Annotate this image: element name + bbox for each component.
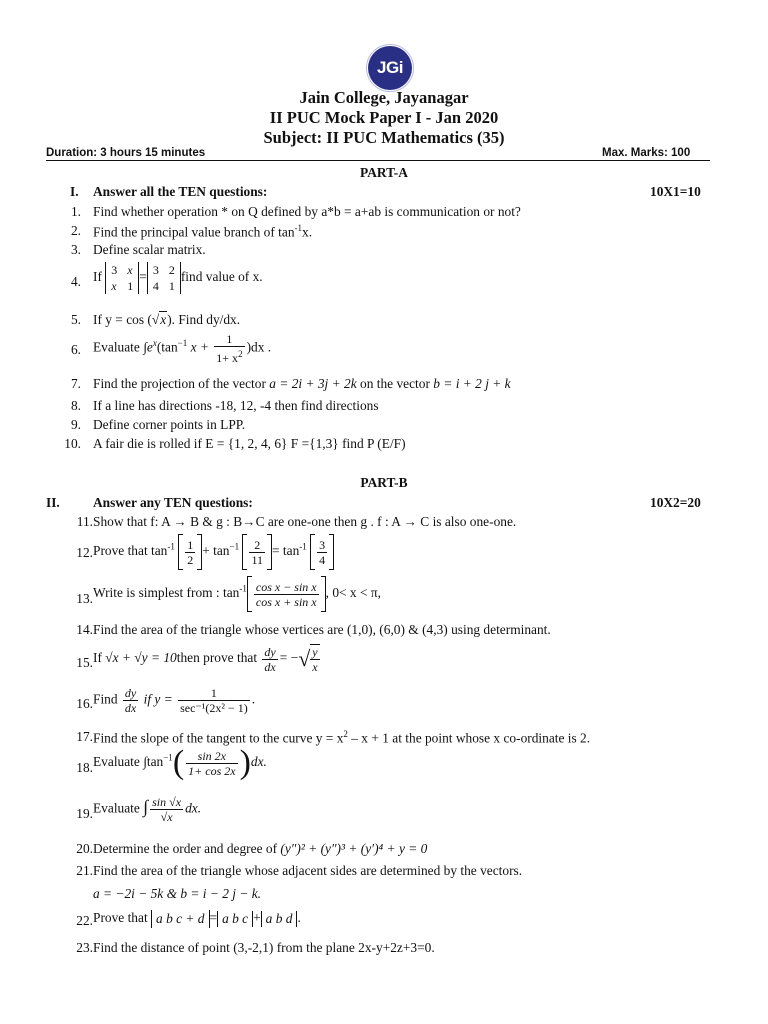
part-a-roman: I. [70, 184, 79, 199]
question-number: 13. [76, 591, 93, 606]
question-17 [93, 729, 590, 746]
question-text: A fair die is rolled if E = {1, 2, 4, 6} F ={1,3} find P (E/F) [93, 436, 406, 451]
question-tail: find value of x. [180, 269, 263, 285]
question-text: If y = cos ( [93, 312, 152, 327]
rhs: = − [279, 650, 299, 666]
vector-b: b = i + 2 j + k [433, 376, 511, 391]
numerator: cos x − sin x [255, 579, 317, 594]
question-number: 4. [70, 274, 81, 289]
question-text: Define corner points in LPP. [93, 417, 246, 432]
numerator: dy [264, 644, 276, 659]
superscript: -1 [299, 541, 307, 552]
question-6 [93, 332, 271, 365]
question-number: 18. [76, 760, 93, 775]
numerator: dy [124, 686, 137, 700]
question-text: If a line has directions -18, 12, -4 then find directions [93, 398, 379, 413]
denominator: √x [160, 810, 173, 824]
question-tail: . [251, 691, 256, 707]
equation: (y″)² + (y″)³ + (y′)⁴ + y = 0 [280, 841, 428, 856]
header-rule [46, 160, 710, 161]
bracket-left [242, 534, 247, 570]
box-product-1: a b c + d [151, 910, 209, 928]
question-22 [93, 910, 301, 928]
question-number: 22. [76, 913, 93, 928]
question-text: Find the projection of the vector [93, 376, 266, 391]
question-19 [93, 795, 201, 824]
denominator: cos x + sin x [255, 594, 317, 609]
question-text: Prove that [93, 910, 148, 926]
denominator: 4 [319, 552, 326, 567]
sqrt-sign: √ [298, 646, 311, 671]
question-number: 8. [70, 398, 81, 413]
bracket-left [247, 576, 252, 612]
bracket-left [310, 534, 315, 570]
numerator: 3 [319, 537, 326, 552]
exam-title: II PUC Mock Paper I - Jan 2020 [269, 108, 499, 127]
fraction [262, 645, 277, 674]
question-2 [93, 223, 312, 240]
question-tail: dx. [250, 754, 267, 770]
question-number: 3. [70, 242, 81, 257]
evaluate-label: Evaluate [93, 339, 140, 355]
integral-sign: ∫ [143, 796, 149, 817]
question-text: Define scalar matrix. [93, 242, 206, 257]
question-20 [93, 841, 427, 857]
question-tail: x. [302, 224, 313, 240]
question-text: Find the area of the triangle whose vertices are (1,0), (6,0) & (4,3) using determinant. [93, 622, 551, 637]
det-cell: 3 [111, 263, 118, 277]
determinant-right [147, 262, 181, 294]
superscript: x [152, 338, 157, 349]
question-tail: )dx . [246, 339, 272, 355]
integral-expr: ∫tan [143, 754, 164, 770]
question-tail: – x + 1 at the point whose x co-ordinate is 2. [347, 730, 591, 746]
if-y-equals: if y = [143, 691, 173, 707]
evaluate-label: Evaluate [93, 754, 140, 770]
question-13 [93, 576, 381, 612]
question-text: Write is simplest from : tan [93, 585, 240, 601]
question-12 [93, 534, 334, 570]
part-b-marks: 10X2=20 [650, 495, 701, 510]
superscript: -1 [294, 223, 303, 233]
question-mid: on the vector [360, 376, 430, 391]
evaluate-label: Evaluate [93, 800, 140, 816]
fraction [186, 749, 237, 778]
det-cell: 3 [152, 263, 159, 277]
vector-a: a = 2i + 3j + 2k [269, 376, 357, 391]
question-number: 5. [70, 312, 81, 327]
integral-expr: ∫e [143, 339, 153, 355]
fraction [317, 538, 327, 567]
fraction [123, 686, 138, 715]
question-18 [93, 744, 267, 781]
numerator: 1 [187, 537, 194, 552]
question-number: 19. [76, 806, 93, 821]
numerator: sin √x [152, 795, 182, 809]
paren-right: ) [239, 744, 251, 781]
denominator: x [312, 660, 318, 674]
det-cell: x [111, 279, 117, 293]
fraction [150, 795, 183, 824]
numerator: 2 [249, 538, 265, 553]
question-4 [93, 262, 263, 294]
question-number: 23. [76, 940, 93, 955]
find-label: Find [93, 691, 118, 707]
fraction [254, 580, 319, 609]
jgi-logo [368, 46, 412, 90]
question-number: 17. [76, 729, 93, 744]
question-number: 11. [76, 514, 93, 529]
fraction [185, 538, 195, 567]
question-text: Find the area of the triangle whose adjacent sides are determined by the vectors. [93, 863, 523, 878]
question-number: 1. [70, 204, 81, 219]
part-b-title: PART-B [360, 475, 408, 490]
question-text: Find the distance of point (3,-2,1) from the plane 2x-y+2z+3=0. [93, 940, 435, 955]
college-name: Jain College, Jayanagar [299, 88, 469, 107]
fraction [214, 332, 244, 365]
logo-text: JGi [377, 58, 403, 77]
denominator: 2 [187, 552, 194, 567]
superscript: −1 [177, 338, 188, 349]
question-text: Find whether operation * on Q defined by a*b = a+ab is communication or not? [93, 204, 521, 219]
part-a-instruction: Answer all the TEN questions: [93, 184, 268, 199]
question-mid: then prove that [176, 650, 258, 666]
duration: Duration: 3 hours 15 minutes [46, 147, 206, 159]
numerator: 1 [214, 332, 244, 347]
denominator: dx [124, 701, 137, 715]
sqrt-arg: x [160, 312, 167, 327]
box-product-3: a b d [261, 911, 298, 927]
numerator: y [312, 645, 318, 659]
question-text: Find the slope of the tangent to the curve y = x [93, 730, 344, 746]
question-tail: , 0< x < π, [325, 585, 381, 601]
box-product-2: a b c [217, 911, 253, 927]
denominator: 1+ cos 2x [188, 763, 236, 778]
question-tail: . [297, 910, 301, 926]
superscript: -1 [239, 583, 247, 594]
superscript: −1 [229, 541, 240, 552]
equals-sign: = [139, 269, 147, 285]
if-label: If [93, 650, 102, 666]
numerator: sin 2x [186, 749, 237, 764]
if-label: If [93, 269, 102, 285]
question-number: 12. [76, 545, 93, 560]
det-cell: 1 [127, 279, 134, 293]
fraction [310, 644, 319, 674]
equation: √x + √y = 10 [105, 650, 177, 666]
question-16 [93, 686, 255, 715]
det-cell: 4 [152, 279, 159, 293]
superscript: −1 [163, 752, 173, 763]
question-tail: dx. [185, 800, 202, 816]
paren-left: ( [172, 744, 185, 781]
part-b-roman: II. [46, 495, 60, 510]
denominator: sec⁻¹(2x² − 1) [180, 701, 248, 715]
question-number: 21. [76, 863, 93, 878]
denominator: dx [264, 659, 276, 674]
det-cell: x [127, 263, 133, 277]
numerator: 1 [178, 686, 250, 701]
question-7 [93, 376, 511, 392]
superscript: 2 [238, 349, 243, 359]
expr-mid: (tan [156, 339, 178, 355]
question-text: Show that f: A → B & g : B→C are one-one then g . f : A → C is also one-one. [93, 514, 517, 529]
question-text: Find the principal value branch of tan [93, 224, 295, 240]
det-cell: 1 [168, 279, 175, 293]
part-a-marks: 10X1=10 [650, 184, 701, 199]
question-text: Determine the order and degree of [93, 841, 278, 856]
equals-tan: = tan [272, 543, 300, 559]
plus-tan: + tan [202, 543, 230, 559]
superscript: 2 [343, 729, 348, 739]
fraction [178, 686, 250, 715]
question-number: 20. [76, 841, 93, 856]
question-number: 7. [70, 376, 81, 391]
bracket-right [329, 534, 334, 570]
part-a-title: PART-A [360, 165, 408, 180]
question-15 [93, 644, 322, 674]
question-number: 9. [70, 417, 81, 432]
question-number: 2. [70, 223, 81, 238]
fraction [249, 538, 265, 567]
part-b-instruction: Answer any TEN questions: [93, 495, 253, 510]
question-5: If y = cos (√x). Find dy/dx. [93, 312, 241, 327]
bracket-left [178, 534, 183, 570]
question-number: 6. [70, 342, 81, 357]
denominator [214, 347, 244, 365]
question-number: 14. [76, 622, 93, 637]
subject-title: Subject: II PUC Mathematics (35) [263, 128, 505, 147]
determinant-left [105, 262, 139, 294]
det-cell: 2 [168, 263, 175, 277]
denominator-text: 1+ x [216, 351, 239, 365]
question-text: Prove that tan [93, 543, 168, 559]
superscript: -1 [167, 541, 175, 552]
question-number: 10. [64, 436, 81, 451]
plus-sign: + [253, 910, 261, 926]
question-number: 16. [76, 696, 93, 711]
question-number: 15. [76, 655, 93, 670]
denominator: 11 [251, 552, 263, 567]
question-tail: ). Find dy/dx. [167, 312, 241, 327]
max-marks: Max. Marks: 100 [602, 147, 691, 159]
expr-x: x + [187, 339, 209, 355]
equals-sign: = [209, 910, 218, 926]
question-vectors: a = −2i − 5k & b = i − 2 j − k. [93, 886, 262, 901]
